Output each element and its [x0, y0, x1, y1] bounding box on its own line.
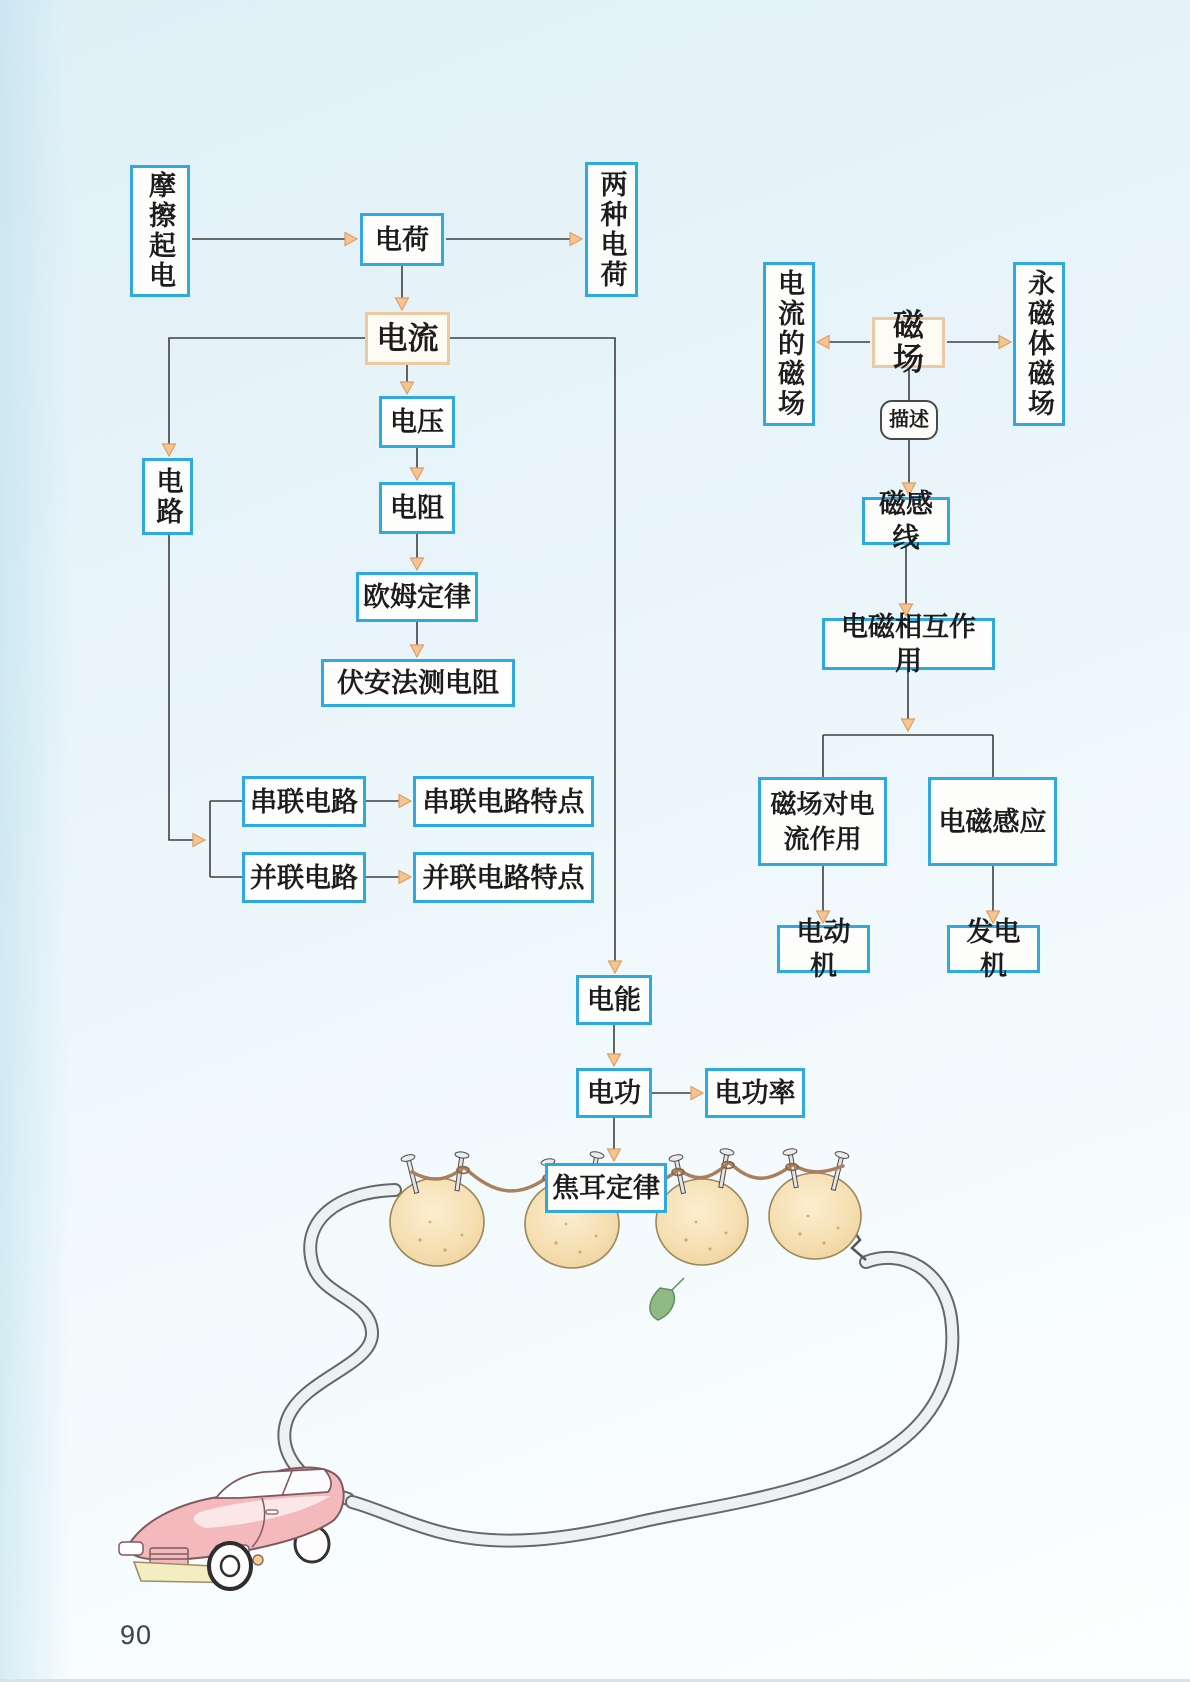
car-signal-light [253, 1555, 263, 1565]
node-volt-ampere-method: 伏安法测电阻 [321, 659, 515, 707]
node-friction: 摩擦起电 [130, 165, 190, 297]
node-resistance: 电阻 [379, 482, 455, 534]
page-number: 90 [120, 1620, 153, 1650]
node-field-on-current: 磁场对电流作用 [758, 777, 887, 866]
lemon-3 [656, 1179, 748, 1265]
node-motor: 电动机 [777, 925, 870, 973]
lemon-1 [390, 1178, 484, 1266]
node-describe: 描述 [880, 400, 938, 440]
lemon-4 [769, 1173, 861, 1259]
node-series-traits: 串联电路特点 [413, 776, 594, 827]
node-permanent-magnet-field: 永磁体磁场 [1013, 262, 1065, 426]
node-magnetic-field: 磁场 [872, 317, 945, 368]
car-headlight-left [119, 1542, 143, 1555]
node-em-interaction: 电磁相互作用 [822, 618, 995, 670]
node-electric-work: 电功 [576, 1068, 652, 1118]
node-charge: 电荷 [360, 213, 444, 266]
node-voltage: 电压 [379, 396, 455, 448]
node-series-circuit: 串联电路 [242, 776, 366, 827]
node-electric-power: 电功率 [705, 1068, 805, 1118]
node-two-charges: 两种电荷 [585, 162, 638, 297]
node-generator: 发电机 [947, 925, 1040, 973]
node-ohms-law: 欧姆定律 [356, 572, 478, 622]
node-electric-energy: 电能 [576, 975, 652, 1025]
node-parallel-traits: 并联电路特点 [413, 852, 594, 903]
node-current-magnetic-field: 电流的磁场 [763, 262, 815, 426]
lemon-battery-illustration [119, 1148, 952, 1589]
node-field-lines: 磁感线 [862, 497, 950, 545]
node-parallel-circuit: 并联电路 [242, 852, 366, 903]
leaf [650, 1278, 684, 1320]
node-joule-law: 焦耳定律 [545, 1163, 667, 1213]
car-glass [216, 1469, 331, 1498]
node-current: 电流 [365, 312, 450, 365]
car-illustration [119, 1468, 344, 1589]
car-door-handle [266, 1510, 278, 1514]
cable-car-to-lemons [284, 1190, 395, 1499]
node-em-induction: 电磁感应 [928, 777, 1057, 866]
node-circuit: 电路 [142, 458, 193, 535]
